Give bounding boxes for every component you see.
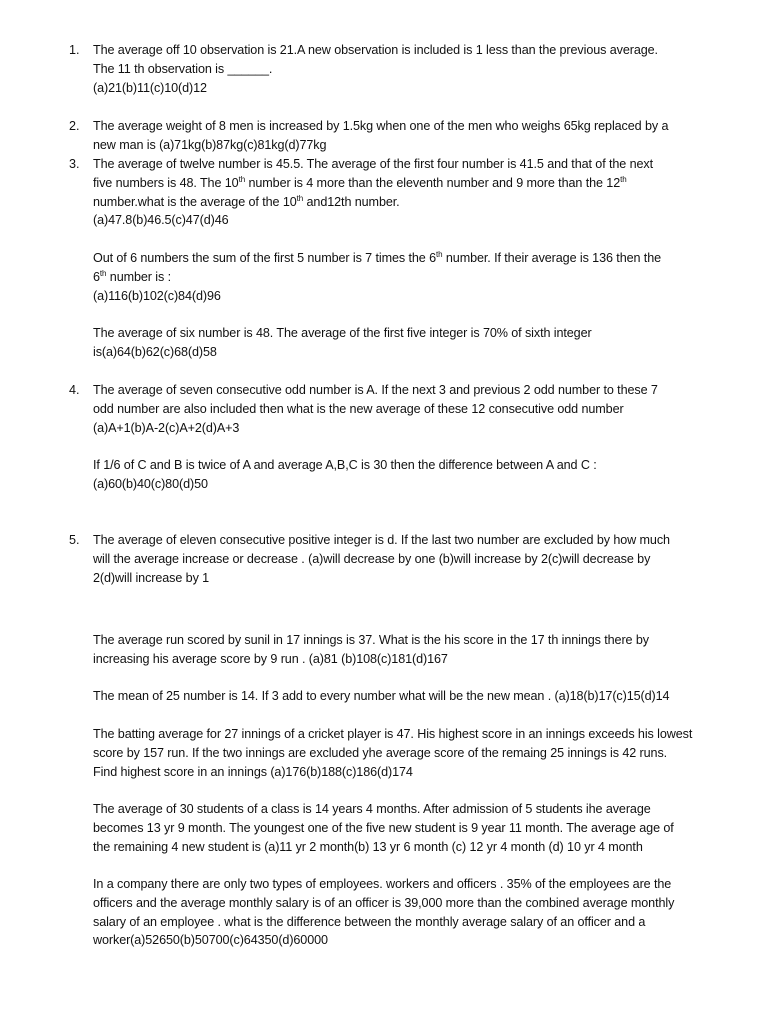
text-line: five numbers is 48. The 10 xyxy=(93,175,239,190)
question-unnumbered xyxy=(93,631,725,669)
text-line: In a company there are only two types of employees. workers and officers . 35% of the employees are the xyxy=(93,877,672,891)
question-number: 3. xyxy=(69,157,80,171)
text-line: Out of 6 numbers the sum of the first 5 number is 7 times the 6 xyxy=(93,251,436,265)
superscript: th xyxy=(436,249,443,259)
superscript: th xyxy=(296,193,304,203)
question-2 xyxy=(93,117,725,155)
question-5 xyxy=(93,531,725,587)
text-line: and12th number. xyxy=(303,194,400,209)
text-line: The average run scored by sunil in 17 innings is 37. What is the his score in the 17 th innings there by xyxy=(93,633,649,647)
question-unnumbered xyxy=(93,249,725,305)
question-1 xyxy=(93,41,725,97)
text-line: officers and the average monthly salary is of an officer is 39,000 more than the combined average monthly xyxy=(93,895,675,910)
text-line: The average of six number is 48. The average of the first five integer is 70% of sixth integer xyxy=(93,326,592,340)
text-line: The average of 30 students of a class is 14 years 4 months. After admission of 5 students ihe average xyxy=(93,802,651,816)
question-unnumbered xyxy=(93,324,725,362)
text-line: The average off 10 observation is 21.A new observation is included is 1 less than the previous average. xyxy=(93,43,658,57)
question-unnumbered xyxy=(93,725,725,781)
question-unnumbered xyxy=(93,800,725,856)
question-unnumbered xyxy=(93,687,725,706)
question-number: 1. xyxy=(69,43,80,57)
text-line: number is 4 more than the eleventh number and 9 more than the 12 xyxy=(245,175,621,190)
text-line: new man is (a)71kg(b)87kg(c)81kg(d)77kg xyxy=(93,137,327,152)
answer-options: (a)60(b)40(c)80(d)50 xyxy=(93,476,208,491)
text-line: The average weight of 8 men is increased by 1.5kg when one of the men who weighs 65kg replaced by a xyxy=(93,119,669,133)
text-line: increasing his average score by 9 run . (a)81 (b)108(c)181(d)167 xyxy=(93,651,448,666)
text-line: will the average increase or decrease . (a)will decrease by one (b)will increase by 2(c)will decrease by xyxy=(93,551,651,566)
text-line: becomes 13 yr 9 month. The youngest one of the five new student is 9 year 11 month. The average age of xyxy=(93,820,674,835)
superscript: th xyxy=(620,174,627,184)
answer-options: (a)47.8(b)46.5(c)47(d)46 xyxy=(93,213,229,228)
text-line: Find highest score in an innings (a)176(b)188(c)186(d)174 xyxy=(93,764,413,779)
text-line: If 1/6 of C and B is twice of A and average A,B,C is 30 then the difference between A and C : xyxy=(93,458,597,472)
text-line: The 11 th observation is ______. xyxy=(93,61,273,76)
text-line: number is : xyxy=(106,269,171,284)
text-line: The mean of 25 number is 14. If 3 add to every number what will be the new mean . (a)18(b)17(c)15(d)14 xyxy=(93,689,670,703)
question-number: 2. xyxy=(69,119,80,133)
text-line: The average of twelve number is 45.5. The average of the first four number is 41.5 and that of the next xyxy=(93,157,654,171)
text-line: number.what is the average of the 10 xyxy=(93,194,297,209)
text-line: The average of eleven consecutive positive integer is d. If the last two number are excluded by how much xyxy=(93,533,670,547)
superscript: th xyxy=(99,268,107,278)
text-line: score by 157 run. If the two innings are excluded yhe average score of the remaing 25 innings is 42 runs. xyxy=(93,745,668,760)
text-line: number. If their average is 136 then the xyxy=(442,251,662,265)
text-line: 2(d)will increase by 1 xyxy=(93,570,210,585)
text-line: 6 xyxy=(93,269,100,284)
question-4 xyxy=(93,381,725,437)
answer-options: (a)21(b)11(c)10(d)12 xyxy=(93,80,207,95)
text-line: The average of seven consecutive odd number is A. If the next 3 and previous 2 odd number to these 7 xyxy=(93,383,658,397)
text-line: the remaining 4 new student is (a)11 yr 2 month(b) 13 yr 6 month (c) 12 yr 4 month (d) 10 yr 4 month xyxy=(93,839,643,854)
question-3 xyxy=(93,155,725,230)
answer-options: (a)116(b)102(c)84(d)96 xyxy=(93,288,221,303)
question-unnumbered xyxy=(93,875,725,950)
text-line: salary of an employee . what is the difference between the monthly average salary of an officer and a xyxy=(93,914,646,929)
superscript: th xyxy=(238,174,246,184)
text-line: odd number are also included then what is the new average of these 12 consecutive odd number xyxy=(93,401,624,416)
text-line: worker(a)52650(b)50700(c)64350(d)60000 xyxy=(93,933,328,948)
answer-options: (a)A+1(b)A-2(c)A+2(d)A+3 xyxy=(93,420,240,435)
question-unnumbered xyxy=(93,456,725,494)
question-number: 5. xyxy=(69,533,80,547)
question-number: 4. xyxy=(69,383,80,397)
text-line: The batting average for 27 innings of a cricket player is 47. His highest score in an innings exceeds his lowest xyxy=(93,727,693,741)
text-line: is(a)64(b)62(c)68(d)58 xyxy=(93,344,217,359)
